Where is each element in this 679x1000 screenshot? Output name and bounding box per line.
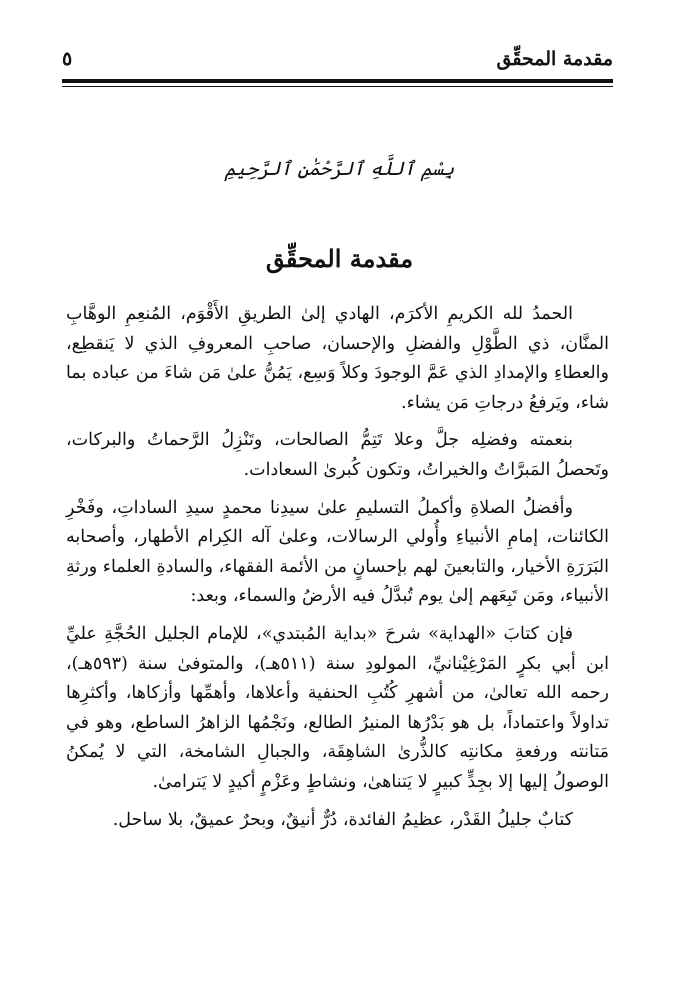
paragraph: كتابٌ جليلُ القَدْر، عظيمُ الفائدة، دُرٌّ أنيقٌ، وبحرٌ عميقٌ، بلا ساحل. (112, 809, 573, 830)
running-header (62, 44, 613, 74)
body-text (66, 300, 609, 843)
page-number: ٥ (62, 48, 73, 70)
paragraph: فإن كتابَ «الهداية» شرحَ «بداية المُبتدي»، للإمام الجليل الحُجَّةِ عليِّ ابن أبي بكرٍ المَرْغِيْنانيِّ، المولودِ سنة (٥١١هـ)، والمتوفىٰ سنة (٥٩٣هـ)، رحمه الله تعالىٰ، من أشهرِ كُتُبِ الحنفية وأعلاها، وأهمِّها وأزكاها، وأكثرِها تداولاً واعتماداً، بل هو بَدْرُها المنيرُ الطالع، ونَجْمُها الزاهرُ الساطع، وهو في مَتانته ورفعةِ مكانتِه كالذُّرىٰ الشاهِقَة، والجبالِ الشامخة، التي لا يُمكنُ الوصولُ إليها إلا بجِدٍّ كبيرٍ لا يَتناهىٰ، ونشاطٍ وعَزْمٍ أكيدٍ لا يَترامىٰ. (66, 623, 609, 792)
paragraph: بنعمته وفضلِه جلَّ وعلا تَتِمُّ الصالحات، وتَنْزِلُ الرَّحماتُ والبركات، وتَحصلُ المَبرَّاتُ والخيراتُ، وتكون كُبرىٰ السعادات. (66, 430, 609, 480)
header-rule-thin (62, 86, 613, 87)
basmala: بِسْمِ ٱللَّهِ ٱلرَّحْمَٰنِ ٱلرَّحِيمِ (224, 158, 455, 180)
running-title: مقدمة المحقِّق (496, 48, 613, 70)
paragraph: الحمدُ لله الكريمِ الأكرَم، الهادي إلىٰ الطريقِ الأَقْوَم، المُنعِمِ الوهَّابِ المنَّان، ذي الطَّوْلِ والفضلِ والإحسان، صاحبِ المعروفِ الذي لا يَنقطِع، والعطاءِ والإمدادِ الذي عَمَّ الوجودَ وكلاً وَسِع، يَمُنُّ علىٰ مَن شاءَ من عباده بما شاء، ويَرفعُ درجاتِ مَن يشاء. (66, 304, 609, 413)
header-rule-thick (62, 79, 613, 83)
page-title: مقدمة المحقِّق (265, 244, 414, 273)
paragraph: وأفضلُ الصلاةِ وأكملُ التسليمِ علىٰ سيدِنا محمدٍ سيدِ الساداتِ، وفَخْرِ الكائنات، إمامِ الأنبياءِ وأُولي الرسالات، وعلىٰ آله الكِرام الأطهار، وأصحابه البَرَرَةِ الأخيار، والتابعينَ لهم بإحسانٍ من الأئمة الفقهاء، والسادةِ العلماء ورثةِ الأنبياء، ومَن تَبِعَهم إلىٰ يوم تُبدَّلُ فيه الأرضُ والسماء، وبعد: (66, 497, 609, 607)
